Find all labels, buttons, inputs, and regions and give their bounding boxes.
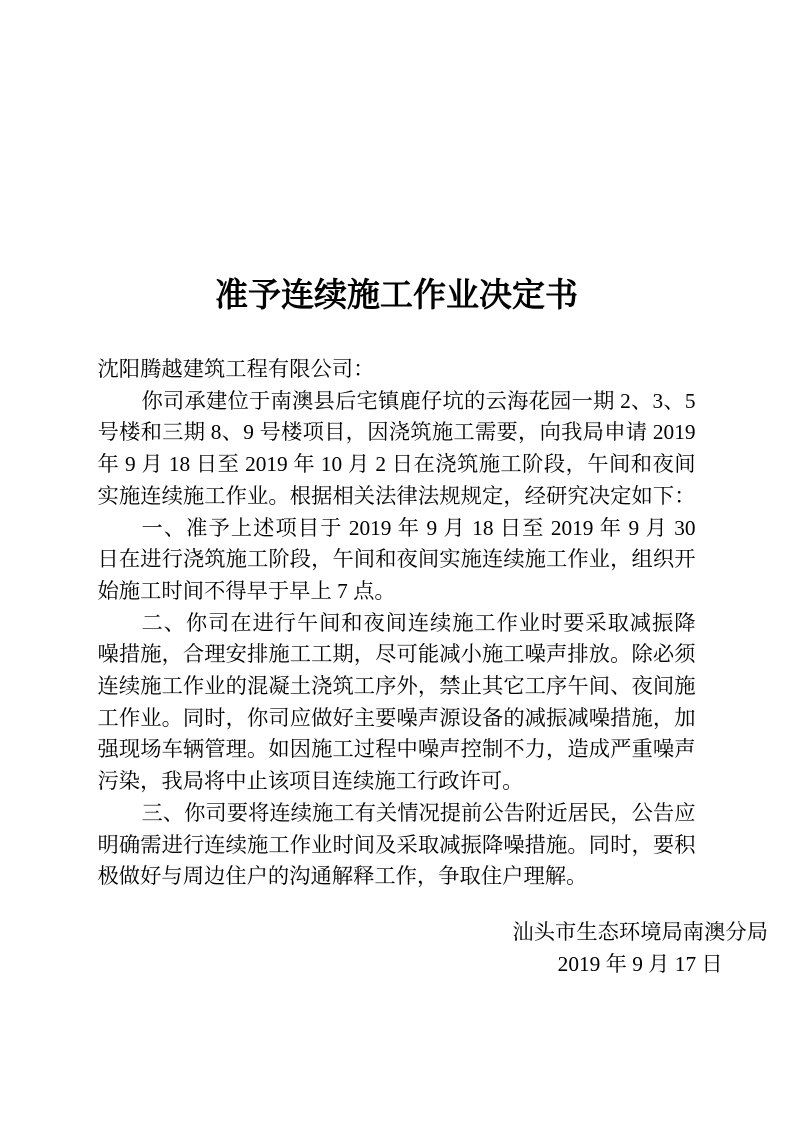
document-line: 二、你司在进行午间和夜间连续施工作业时要采取减振降: [141, 610, 696, 635]
document-line: 三、你司要将连续施工有关情况提前公告附近居民，公告应: [141, 800, 696, 825]
signature-date: 2019 年 9 月 17 日: [557, 951, 723, 976]
document-line: 工作业。同时，你司应做好主要噪声源设备的减振减噪措施，加: [97, 705, 696, 730]
document-line: 噪措施，合理安排施工工期，尽可能减小施工噪声排放。除必须: [97, 642, 696, 667]
document-line: 一、准予上述项目于 2019 年 9 月 18 日至 2019 年 9 月 30: [141, 515, 696, 540]
signature-block: [512, 917, 768, 980]
salutation-line: 沈阳腾越建筑工程有限公司：: [97, 357, 375, 381]
document-line: 始施工时间不得早于早上 7 点。: [97, 578, 396, 603]
document-title: 准予连续施工作业决定书: [215, 278, 578, 314]
document-line: 污染，我局将中止该项目连续施工行政许可。: [97, 769, 524, 794]
document-line: 日在进行浇筑施工阶段，午间和夜间实施连续施工作业，组织开: [97, 547, 696, 572]
document-line: 极做好与周边住户的沟通解释工作，争取住户理解。: [97, 864, 588, 889]
document-line: 年 9 月 18 日至 2019 年 10 月 2 日在浇筑施工阶段，午间和夜间: [97, 452, 696, 477]
document-body: [98, 354, 696, 893]
document-line: 强现场车辆管理。如因施工过程中噪声控制不力，造成严重噪声: [97, 737, 696, 762]
document-line: 连续施工作业的混凝土浇筑工序外，禁止其它工序午间、夜间施: [97, 674, 696, 699]
signature-agency: 汕头市生态环境局南澳分局: [512, 919, 768, 944]
document-line: 实施连续施工作业。根据相关法律法规规定，经研究决定如下：: [97, 483, 696, 508]
document-line: 明确需进行连续施工作业时间及采取减振降噪措施。同时，要积: [97, 832, 696, 857]
document-line: 你司承建位于南澳县后宅镇鹿仔坑的云海花园一期 2、3、5: [141, 388, 696, 413]
document-line: 号楼和三期 8、9 号楼项目，因浇筑施工需要，向我局申请 2019: [97, 420, 696, 445]
